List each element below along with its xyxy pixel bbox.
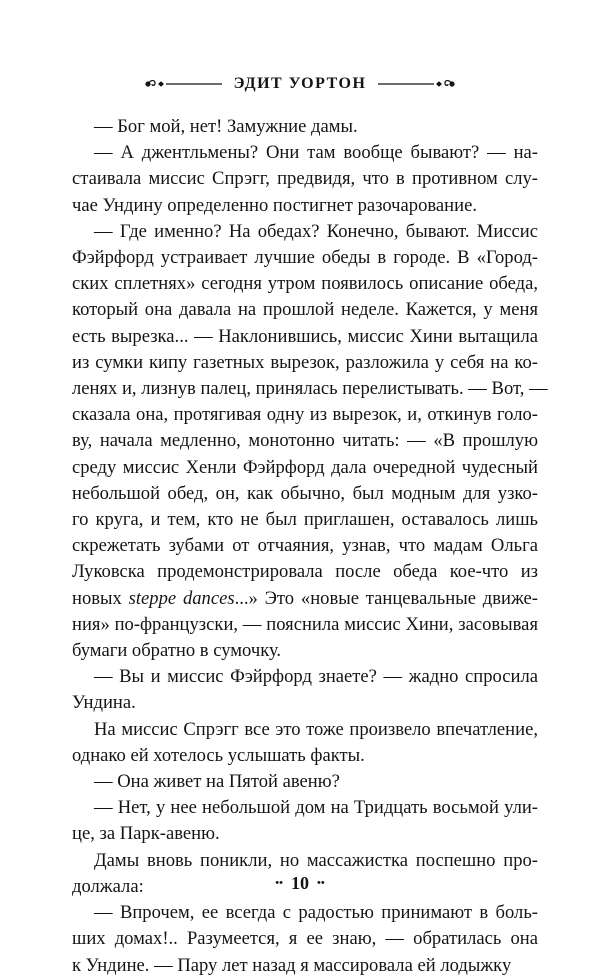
text-line: На миссис Спрэгг все это тоже произвело впечатление, bbox=[94, 718, 538, 740]
text-line: — Вы и миссис Фэйрфорд знаете? — жадно спросила bbox=[94, 666, 538, 688]
text-line: есть вырезка... — Наклонившись, миссис Хини вытащила bbox=[72, 325, 538, 347]
text-line: — А джентльмены? Они там вообще бывают? — на- bbox=[94, 142, 538, 164]
text-line: среду миссис Хенли Фэйрфорд дала очередной чудесный bbox=[72, 456, 538, 478]
text-line: — Впрочем, ее всегда с радостью принимают в боль- bbox=[94, 902, 538, 924]
text-line: — Она живет на Пятой авеню? bbox=[94, 771, 340, 793]
text-run: ...» Это «новые танцевальные движе- bbox=[234, 587, 538, 609]
text-line: который она давала на прошлой неделе. Кажется, у меня bbox=[72, 299, 538, 321]
text-line: сказала она, протягивая одну из вырезок, и, откинув голо- bbox=[72, 404, 538, 426]
text-line: из сумки кипу газетных вырезок, разложила у себя на ко- bbox=[72, 351, 538, 373]
text-line: ших домах!.. Разумеется, я ее знаю, — обратилась она bbox=[72, 928, 538, 950]
text-line: це, за Парк-авеню. bbox=[72, 823, 220, 845]
text-line: Луковска продемонстрировала после обеда кое-что из bbox=[72, 561, 538, 583]
page-number: 10 bbox=[291, 872, 309, 893]
text-line: должала: bbox=[72, 875, 144, 897]
left-ornament-icon bbox=[144, 77, 222, 91]
text-line: ния» по-французски, — пояснила миссис Хини, засовывая bbox=[72, 613, 538, 635]
text-line: ленях и, лизнув палец, принялась перелистывать. — Вот, — bbox=[72, 378, 548, 400]
text-line: однако ей хотелось услышать факты. bbox=[72, 744, 365, 766]
body-text bbox=[72, 114, 548, 979]
text-line: скрежетать зубами от отчаяния, узнав, что мадам Ольга bbox=[72, 535, 538, 557]
text-line: го круга, и тем, кто не был приглашен, оставалось лишь bbox=[72, 509, 538, 531]
page-footer bbox=[0, 870, 600, 896]
text-line: Фэйрфорд устраивает лучшие обеды в городе. В «Город- bbox=[72, 247, 538, 269]
footer-ornament-left-icon: •• bbox=[275, 876, 283, 889]
text-line: ву, начала медленно, монотонно читать: — «В прошлую bbox=[72, 430, 538, 452]
running-header bbox=[0, 70, 600, 98]
running-title: ЭДИТ УОРТОН bbox=[233, 75, 367, 92]
text-line: Ундина. bbox=[72, 692, 136, 714]
text-line: — Бог мой, нет! Замужние дамы. bbox=[94, 116, 358, 137]
text-line: к Ундине. — Пару лет назад я массировала ей лодыжку bbox=[72, 954, 512, 976]
italic-phrase: steppe dances bbox=[128, 587, 235, 609]
text-line: — Где именно? На обедах? Конечно, бывают. Миссис bbox=[94, 220, 538, 242]
text-line: бумаги обратно в сумочку. bbox=[72, 640, 282, 662]
text-run: новых bbox=[72, 587, 129, 609]
footer-ornament-right-icon: •• bbox=[317, 876, 325, 889]
text-line: ских сплетнях» сегодня утром появилось описание обеда, bbox=[72, 273, 538, 295]
text-line bbox=[72, 586, 538, 612]
text-line: Дамы вновь поникли, но массажистка поспешно про- bbox=[94, 849, 538, 871]
text-line: небольшой обед, он, как обычно, был модным для узко- bbox=[72, 482, 538, 504]
text-line: стаивала миссис Спрэгг, предвидя, что в противном слу- bbox=[72, 168, 538, 190]
text-line: чае Ундину определенно постигнет разочарование. bbox=[72, 194, 477, 216]
text-line: — Нет, у нее небольшой дом на Тридцать восьмой ули- bbox=[94, 797, 538, 819]
right-ornament-icon bbox=[378, 77, 456, 91]
